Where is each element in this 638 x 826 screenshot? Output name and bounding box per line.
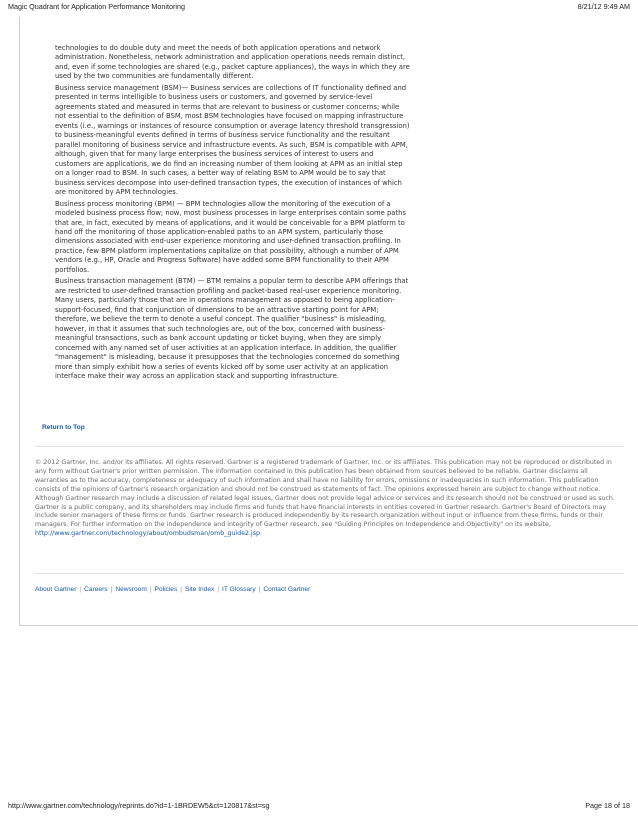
- ombudsman-guide-link[interactable]: http://www.gartner.com/technology/about/ombudsman/omb_guide2.jsp: [35, 530, 261, 538]
- print-header: [8, 2, 630, 16]
- footer-link-policies[interactable]: Policies: [154, 586, 178, 593]
- footer-link-contact[interactable]: Contact Gartner: [263, 586, 311, 593]
- print-footer: [8, 801, 630, 815]
- divider: [35, 446, 624, 447]
- body-paragraph-bpm: Business process monitoring (BPM) — BPM technologies allow the monitoring of the execution of a modeled business process flow; now, most business processes in large enterprises contain some paths that are, in fact, executed by means of applications, and it would be conceivable for a BPM platform to hand off the monitoring of those application-enabled paths to an APM system, particularly those dimensions associated with end-user experience monitoring and user-defined transaction profiling. In practice, few BPM platform implementations capitalize on that possibility, although a number of APM vendors (e.g., HP, Oracle and Progress Software) have added some BPM functionality to their APM portfolios.: [55, 199, 406, 274]
- legal-text: © 2012 Gartner, Inc. and/or its affiliates. All rights reserved. Gartner is a registered trademark of Gartner, Inc. or its affiliates. This publication may not be reproduced or distributed in any form without Gartner's prior written permission. The information contained in this publication has been obtained from sources believed to be reliable. Gartner disclaims all warranties as to the accuracy, completeness or adequacy of such information and shall have no liability for errors, omissions or inadequacies in such information. This publication consists of the opinions of Gartner's research organization and should not be construed as statements of fact. The opinions expressed herein are subject to change without notice. Although Gartner research may include a discussion of related legal issues, Gartner does not provide legal advice or services and its research should not be construed or used as such. Gartner is a public company, and its shareholders may include firms and funds that have financial interests in entities covered in Gartner research. Gartner's Board of Directors may include senior managers of these firms or funds. Gartner research is produced independently by its research organization without input or influence from these firms, funds or their managers. For further information on the independence and integrity of Gartner research, see "Guiding Principles on Independence and Objectivity" on its website,: [35, 459, 615, 529]
- divider: [35, 573, 624, 574]
- link-separator: |: [149, 586, 152, 593]
- footer-link-site-index[interactable]: Site Index: [185, 586, 215, 593]
- legal-link-suffix: .: [260, 530, 263, 538]
- footer-link-careers[interactable]: Careers: [84, 586, 108, 593]
- footer-link-it-glossary[interactable]: IT Glossary: [222, 586, 256, 593]
- print-header-datetime: 8/21/12 9:49 AM: [577, 2, 630, 11]
- article-body: [55, 44, 411, 384]
- link-separator: |: [258, 586, 261, 593]
- link-separator: |: [180, 586, 182, 593]
- link-separator: |: [79, 586, 82, 593]
- body-paragraph: technologies to do double duty and meet the needs of both application operations and network administration. Nonetheless, network administration and application operations needs remain distinct, and, even if some technologies are shared (e.g., packet capture appliances), the ways in which they are used by the two communities are fundamentally different.: [55, 44, 410, 81]
- link-separator: |: [217, 586, 220, 593]
- link-separator: |: [110, 586, 113, 593]
- body-paragraph-btm: Business transaction management (BTM) — BTM remains a popular term to describe APM offerings that are restricted to user-defined transaction profiling and packet-based real-user experience monitoring. Many users, particularly those that are in operations management as opposed to being application-support-focused, find that conjunction of dimensions to be an attractive starting point for APM; therefore, we believe the term to denote a useful concept. The qualifier "business" is misleading, however, in that it assumes that such technologies are, out of the box, concerned with business-meaningful transactions, such as bank account updating or ticket buying, when they are simply concerned with any named set of user activities at an application interface. In addition, the qualifier "management" is misleading, because it presupposes that the technologies concerned do something more than simply exhibit how a series of events kicked off by some user activity at an application interface make their way across an application stack and supporting infrastructure.: [55, 277, 409, 380]
- site-footer-links: [35, 586, 310, 593]
- footer-link-newsroom[interactable]: Newsroom: [115, 586, 147, 593]
- print-footer-page-number: Page 18 of 18: [585, 801, 630, 810]
- return-to-top-link[interactable]: Return to Top: [42, 424, 85, 431]
- body-paragraph-bsm: Business service management (BSM)— Business services are collections of IT functionality defined and presented in terms intelligible to business users or customers, and governed by service-level agreements stated and measured in terms that are relevant to business or customer concerns; while not essential to the definition of BSM, most BSM technologies have focused on mapping infrastructure events (i.e., warnings or instances of resource consumption or average latency threshold transgression) to business-meaningful events defined in terms of business service functionality and the resultant parallel monitoring of business service and infrastructure events. As such, BSM is compatible with APM, although, given that for many large enterprises the business services of interest to users and customers are applications, we do find an increasing number of them looking at APM as an initial step on a longer road to BSM. In such cases, a better way of relating BSM to APM would be to say that business services decompose into user-defined transaction types, the execution of instances of which are monitored by APM technologies.: [55, 84, 410, 196]
- footer-link-about[interactable]: About Gartner: [35, 586, 77, 593]
- legal-notice: [35, 459, 620, 539]
- print-footer-url: http://www.gartner.com/technology/reprints.do?id=1-1BRDEW5&ct=120817&st=sg: [8, 801, 270, 810]
- print-header-title: Magic Quadrant for Application Performance Monitoring: [8, 2, 185, 11]
